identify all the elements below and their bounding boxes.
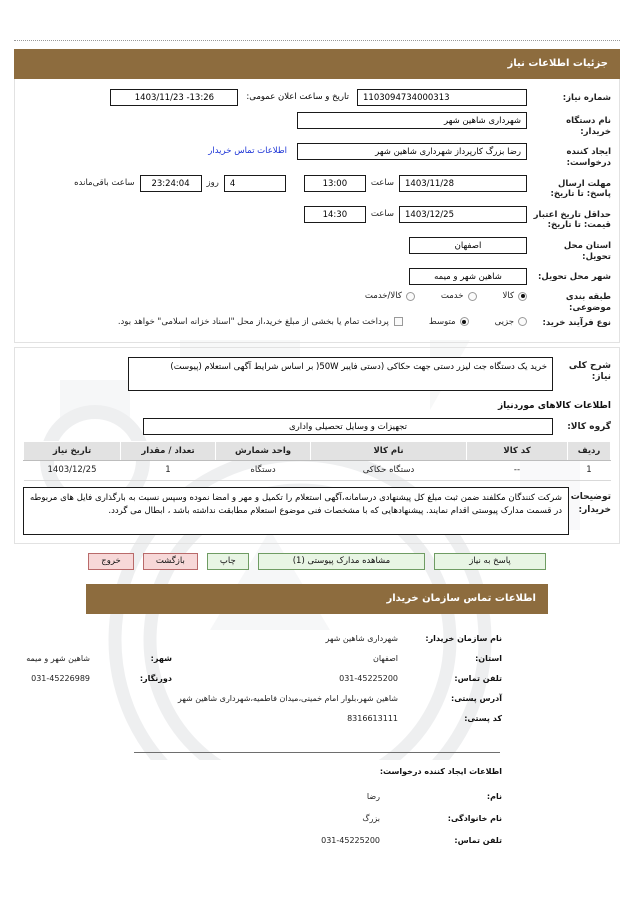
price-validity-label: حداقل تاریخ اعتبار قیمت: تا تاریخ: xyxy=(533,209,611,231)
goods-section-heading: اطلاعات کالاهای موردنیاز xyxy=(497,400,611,411)
deadline-time-label: ساعت xyxy=(370,177,394,188)
description-value: خرید یک دستگاه جت لیزر دستی جهت حکاکی (دستی فایبر 50W( بر اساس شرایط آگهی استعلام (پیوست) xyxy=(128,357,553,391)
row-delivery-province xyxy=(23,237,611,262)
radio-icon[interactable] xyxy=(406,292,415,301)
row-contact-location xyxy=(14,654,502,663)
exit-button[interactable]: خروج xyxy=(88,553,134,570)
row-creator-lastname xyxy=(14,814,620,823)
row-goods-group xyxy=(23,418,611,435)
row-category xyxy=(23,291,611,313)
category-option-kala-label: کالا xyxy=(502,291,514,302)
contact-postal-value: 8316613111 xyxy=(347,713,398,723)
price-validity-date-value: 1403/12/25 xyxy=(399,206,527,223)
remaining-days-unit: روز xyxy=(206,177,219,188)
price-validity-time-value: 14:30 xyxy=(304,206,366,223)
row-contact-postal xyxy=(14,714,502,723)
row-creator-firstname xyxy=(14,792,620,801)
delivery-province-label: استان محل تحویل: xyxy=(563,241,611,262)
creator-phone-label: تلفن تماس: xyxy=(454,835,502,845)
row-contact-org xyxy=(14,634,502,643)
description-panel xyxy=(14,347,620,544)
category-option-kala-khedmat-label: کالا/خدمت xyxy=(364,291,402,302)
page-root xyxy=(0,40,634,845)
cell-index: 1 xyxy=(568,460,611,480)
top-divider xyxy=(14,40,620,41)
remaining-time-label: ساعت باقی‌مانده xyxy=(74,177,135,188)
radio-icon[interactable] xyxy=(468,292,477,301)
row-creator xyxy=(23,143,611,168)
delivery-city-label: شهر محل تحویل: xyxy=(538,272,611,283)
announce-datetime-label: تاریخ و ساعت اعلان عمومی: xyxy=(246,92,349,102)
col-index: ردیف xyxy=(568,441,611,460)
description-label: شرح کلی نیاز: xyxy=(568,360,611,382)
price-validity-time-label: ساعت xyxy=(370,208,394,219)
buyer-notes-value: شرکت کنندگان مکلفند ضمن ثبت مبلغ کل پیشنهادی درسامانه،آگهی استعلام را تکمیل و مهر و امضا نموده وسپس نسبت به بارگذاری فایل های مربوطه در قسمت مدارک پیوستی اقدام نمایند. پیشنهادهایی که با مشخصات فنی موضوع استعلام مطابقت نداشته باشد ، ابطال می گردد. xyxy=(23,487,569,535)
respond-to-need-button[interactable]: پاسخ به نیاز xyxy=(434,553,546,570)
row-price-validity xyxy=(23,206,611,231)
goods-table xyxy=(23,441,611,481)
contact-fax-value: 031-45226989 xyxy=(31,673,90,683)
category-option-kala-khedmat[interactable] xyxy=(365,291,415,301)
need-number-label: شماره نیاز: xyxy=(562,93,611,103)
radio-icon-selected[interactable] xyxy=(460,317,469,326)
treasury-checkbox-label: پرداخت تمام یا بخشی از مبلغ خرید،از محل "اسناد خزانه اسلامی" خواهد بود. xyxy=(117,316,389,327)
contact-phone-label: تلفن تماس: xyxy=(454,673,502,683)
radio-icon[interactable] xyxy=(518,317,527,326)
buyer-org-value: شهرداری شاهین شهر xyxy=(297,112,527,129)
col-date: تاریخ نیاز xyxy=(24,441,121,460)
checkbox-icon[interactable] xyxy=(394,317,403,326)
remaining-time-value: 23:24:04 xyxy=(140,175,202,192)
cell-name: دستگاه حکاکی xyxy=(311,460,467,480)
view-attachments-button[interactable]: مشاهده مدارک پیوستی (1) xyxy=(258,553,425,570)
creator-lastname-value: بزرگ xyxy=(362,813,380,823)
cell-qty: 1 xyxy=(121,460,216,480)
contact-province-value: اصفهان xyxy=(372,653,398,663)
creator-lastname-label: نام خانوادگی: xyxy=(447,813,502,823)
row-buyer-org xyxy=(23,112,611,137)
contact-body xyxy=(14,614,620,738)
cell-code: -- xyxy=(467,460,568,480)
contact-section-header: اطلاعات تماس سازمان خریدار xyxy=(86,584,548,614)
radio-icon-selected[interactable] xyxy=(518,292,527,301)
contact-province-label: استان: xyxy=(475,653,502,663)
contact-city-value: شاهین شهر و میمه xyxy=(26,653,90,663)
category-option-khedmat-label: خدمت xyxy=(440,291,464,302)
row-process-type xyxy=(23,317,611,332)
table-row xyxy=(24,460,611,480)
action-button-bar xyxy=(14,553,620,570)
contact-address-value: شاهین شهر،بلوار امام خمینی،میدان فاطمیه،شهرداری شاهین شهر xyxy=(177,693,398,703)
row-deadline xyxy=(23,175,611,200)
contact-org-value: شهرداری شاهین شهر xyxy=(325,633,398,643)
deadline-date-value: 1403/11/28 xyxy=(399,175,527,192)
need-number-value: 1103094734000313 xyxy=(357,89,527,106)
contact-org-label: نام سازمان خریدار: xyxy=(425,633,502,643)
contact-divider xyxy=(134,752,500,753)
process-radio-group xyxy=(118,317,527,327)
buyer-contact-link[interactable]: اطلاعات تماس خریدار xyxy=(208,146,287,157)
process-type-label: نوع فرآیند خرید: xyxy=(542,317,611,328)
cell-date: 1403/12/25 xyxy=(24,460,121,480)
row-contact-phone xyxy=(14,674,502,683)
creator-label: ایجاد کننده درخواست: xyxy=(566,147,611,168)
row-need-number xyxy=(23,89,611,106)
print-button[interactable]: چاپ xyxy=(207,553,249,570)
contact-fax-label: دورنگار: xyxy=(139,673,172,683)
process-option-jozei-label: جزیی xyxy=(494,316,514,327)
remaining-days-value: 4 xyxy=(224,175,286,192)
goods-group-value: تجهیزات و وسایل تحصیلی واداری xyxy=(143,418,553,435)
creator-firstname-value: رضا xyxy=(366,791,380,801)
col-qty: تعداد / مقدار xyxy=(121,441,216,460)
col-code: کد کالا xyxy=(467,441,568,460)
contact-section xyxy=(14,574,620,845)
row-creator-phone xyxy=(14,836,620,845)
process-option-motavaset-label: متوسط xyxy=(428,316,456,327)
buyer-notes-label: توضیحات خریدار: xyxy=(570,491,611,515)
category-label: طبقه بندی موضوعی: xyxy=(565,292,611,313)
announce-datetime-value: 1403/11/23 -13:26 xyxy=(110,89,238,106)
process-option-motavaset[interactable] xyxy=(429,317,469,327)
need-details-panel xyxy=(14,79,620,343)
delivery-city-value: شاهین شهر و میمه xyxy=(409,268,527,285)
creator-phone-value: 031-45225200 xyxy=(321,835,380,845)
cell-unit: دستگاه xyxy=(216,460,311,480)
deadline-time-value: 13:00 xyxy=(304,175,366,192)
category-radio-group xyxy=(339,291,527,301)
contact-phone-value: 031-45225200 xyxy=(339,673,398,683)
back-button[interactable]: بازگشت xyxy=(143,553,198,570)
category-option-kala[interactable] xyxy=(503,291,527,301)
creator-section-title: اطلاعات ایجاد کننده درخواست: xyxy=(379,766,502,776)
row-buyer-notes xyxy=(23,487,611,535)
buyer-org-label: نام دستگاه خریدار: xyxy=(566,116,611,137)
row-description xyxy=(23,357,611,391)
col-unit: واحد شمارش xyxy=(216,441,311,460)
contact-city-label: شهر: xyxy=(150,653,172,663)
row-delivery-city xyxy=(23,268,611,285)
creator-firstname-label: نام: xyxy=(486,791,502,801)
goods-table-header-row xyxy=(24,441,611,460)
col-name: نام کالا xyxy=(311,441,467,460)
goods-group-label: گروه کالا: xyxy=(567,421,611,432)
process-option-jozei[interactable] xyxy=(495,317,527,327)
creator-value: رضا بزرگ کارپرداز شهرداری شاهین شهر xyxy=(297,143,527,160)
row-contact-address xyxy=(14,694,502,703)
deadline-label: مهلت ارسال پاسخ: تا تاریخ: xyxy=(550,178,611,200)
delivery-province-value: اصفهان xyxy=(409,237,527,254)
contact-postal-label: کد پستی: xyxy=(464,713,502,723)
category-option-khedmat[interactable] xyxy=(441,291,477,301)
treasury-checkbox-item[interactable] xyxy=(118,317,403,327)
page-title: جزئیات اطلاعات نیاز xyxy=(14,49,620,79)
contact-address-label: آدرس پستی: xyxy=(451,693,502,703)
